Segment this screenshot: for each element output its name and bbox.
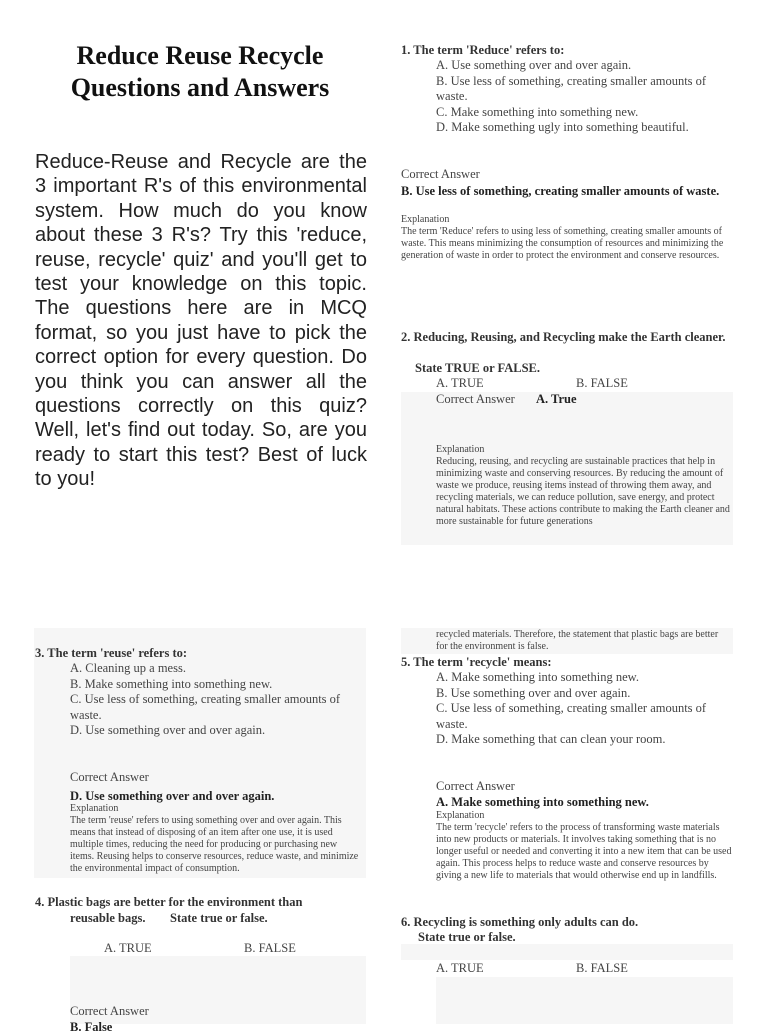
explanation-label-1: Explanation bbox=[401, 214, 450, 225]
question-2-instruction: State TRUE or FALSE. bbox=[415, 361, 541, 375]
question-4-instruction: State true or false. bbox=[170, 911, 268, 925]
explanation-label-5: Explanation bbox=[436, 810, 485, 821]
question-4: 4. Plastic bags are better for the environment than bbox=[35, 895, 303, 909]
question-6: 6. Recycling is something only adults can do. bbox=[401, 915, 639, 929]
correct-answer-label-1: Correct Answer bbox=[401, 167, 480, 181]
option-1a[interactable]: A. Use something over and over again. bbox=[436, 58, 632, 72]
answer-panel-6 bbox=[436, 977, 733, 1024]
explanation-4-continued: recycled materials. Therefore, the statement that plastic bags are better for the environment is false. bbox=[436, 629, 719, 652]
correct-answer-3: D. Use something over and over again. bbox=[70, 789, 275, 803]
option-5b[interactable]: B. Use something over and over again. bbox=[436, 685, 631, 700]
intro-paragraph: Reduce-Reuse and Recycle are the 3 important R's of this environmental system. How much do you know about these 3 R's? Try this 'reduce, reuse, recycle' quiz' and you'll get to test your knowledge on this topic. The questions here are in MCQ format, so you just have to pick the correct option for every question. Do you think you can answer all the questions correctly on this quiz? Well, let's find out today. So, are you ready to start this test? Best of luck to you! bbox=[35, 151, 367, 491]
option-5a[interactable]: A. Make something into something new. bbox=[436, 670, 639, 684]
instruction-panel-6 bbox=[401, 944, 733, 960]
option-2b[interactable]: B. FALSE bbox=[576, 376, 628, 390]
explanation-3: The term 'reuse' refers to using something over and over again. This means that instead of disposing of an item after one use, it is used multiple times, reducing the need for producing or purchasing new items. Reusing helps to conserve resources, reduce waste, and minimize the environmental impact of consumption. bbox=[70, 815, 359, 874]
option-4a[interactable]: A. TRUE bbox=[104, 941, 152, 955]
question-1: 1. The term 'Reduce' refers to: bbox=[401, 43, 565, 57]
option-5d[interactable]: D. Make something that can clean your room. bbox=[436, 732, 666, 746]
correct-answer-2: A. True bbox=[536, 392, 577, 406]
option-6a[interactable]: A. TRUE bbox=[436, 961, 484, 975]
question-4-cont: reusable bags. bbox=[70, 911, 146, 925]
option-6b[interactable]: B. FALSE bbox=[576, 961, 628, 975]
question-3-options bbox=[70, 661, 365, 739]
correct-answer-1: B. Use less of something, creating smaller amounts of waste. bbox=[401, 184, 720, 198]
option-5c[interactable]: C. Use less of something, creating smaller amounts of waste. bbox=[436, 701, 707, 731]
correct-answer-label-4: Correct Answer bbox=[70, 1004, 149, 1018]
explanation-2: Reducing, reusing, and recycling are sustainable practices that help in minimizing waste and conserving resources. By reducing the amount of waste we produce, reusing items instead of throwing them away, and recycling materials, we can reduce pollution, save energy, and protect natural habitats. These actions contribute to making the Earth cleaner and more sustainable for future generations bbox=[436, 456, 730, 527]
option-3a[interactable]: A. Cleaning up a mess. bbox=[70, 661, 186, 675]
option-1d[interactable]: D. Make something ugly into something beautiful. bbox=[436, 120, 689, 134]
explanation-5: The term 'recycle' refers to the process of transforming waste materials into new products or materials. It involves taking something that is no longer useful or needed and converting it into a new item that can be used again. This process helps to reduce waste and conserve resources by giving a new life to materials that would otherwise end up in landfills. bbox=[436, 822, 732, 881]
option-3d[interactable]: D. Use something over and over again. bbox=[70, 723, 266, 737]
explanation-1: The term 'Reduce' refers to using less of something, creating smaller amounts of waste. This means minimizing the consumption of resources and minimizing the generation of waste in order to protect the environment and conserve resources. bbox=[401, 226, 724, 261]
option-4b[interactable]: B. FALSE bbox=[244, 941, 296, 955]
correct-answer-5: A. Make something into something new. bbox=[436, 795, 649, 809]
correct-answer-label-5: Correct Answer bbox=[436, 779, 515, 793]
question-1-options bbox=[436, 58, 736, 136]
option-1c[interactable]: C. Make something into something new. bbox=[436, 104, 639, 119]
explanation-label-2: Explanation bbox=[436, 444, 485, 455]
correct-answer-label-2: Correct Answer bbox=[436, 392, 515, 406]
correct-answer-4: B. False bbox=[70, 1020, 113, 1034]
question-2: 2. Reducing, Reusing, and Recycling make the Earth cleaner. bbox=[401, 330, 726, 344]
question-5-options bbox=[436, 670, 736, 748]
question-6-instruction: State true or false. bbox=[418, 930, 516, 944]
option-3b[interactable]: B. Make something into something new. bbox=[70, 676, 273, 691]
question-5: 5. The term 'recycle' means: bbox=[401, 655, 552, 669]
correct-answer-label-3: Correct Answer bbox=[70, 770, 149, 784]
question-3: 3. The term 'reuse' refers to: bbox=[35, 646, 188, 660]
option-2a[interactable]: A. TRUE bbox=[436, 376, 484, 390]
explanation-label-3: Explanation bbox=[70, 803, 119, 814]
option-1b[interactable]: B. Use less of something, creating smaller amounts of waste. bbox=[436, 73, 707, 103]
page-title: Reduce Reuse Recycle Questions and Answers bbox=[70, 41, 330, 102]
option-3c[interactable]: C. Use less of something, creating smaller amounts of waste. bbox=[70, 692, 341, 722]
